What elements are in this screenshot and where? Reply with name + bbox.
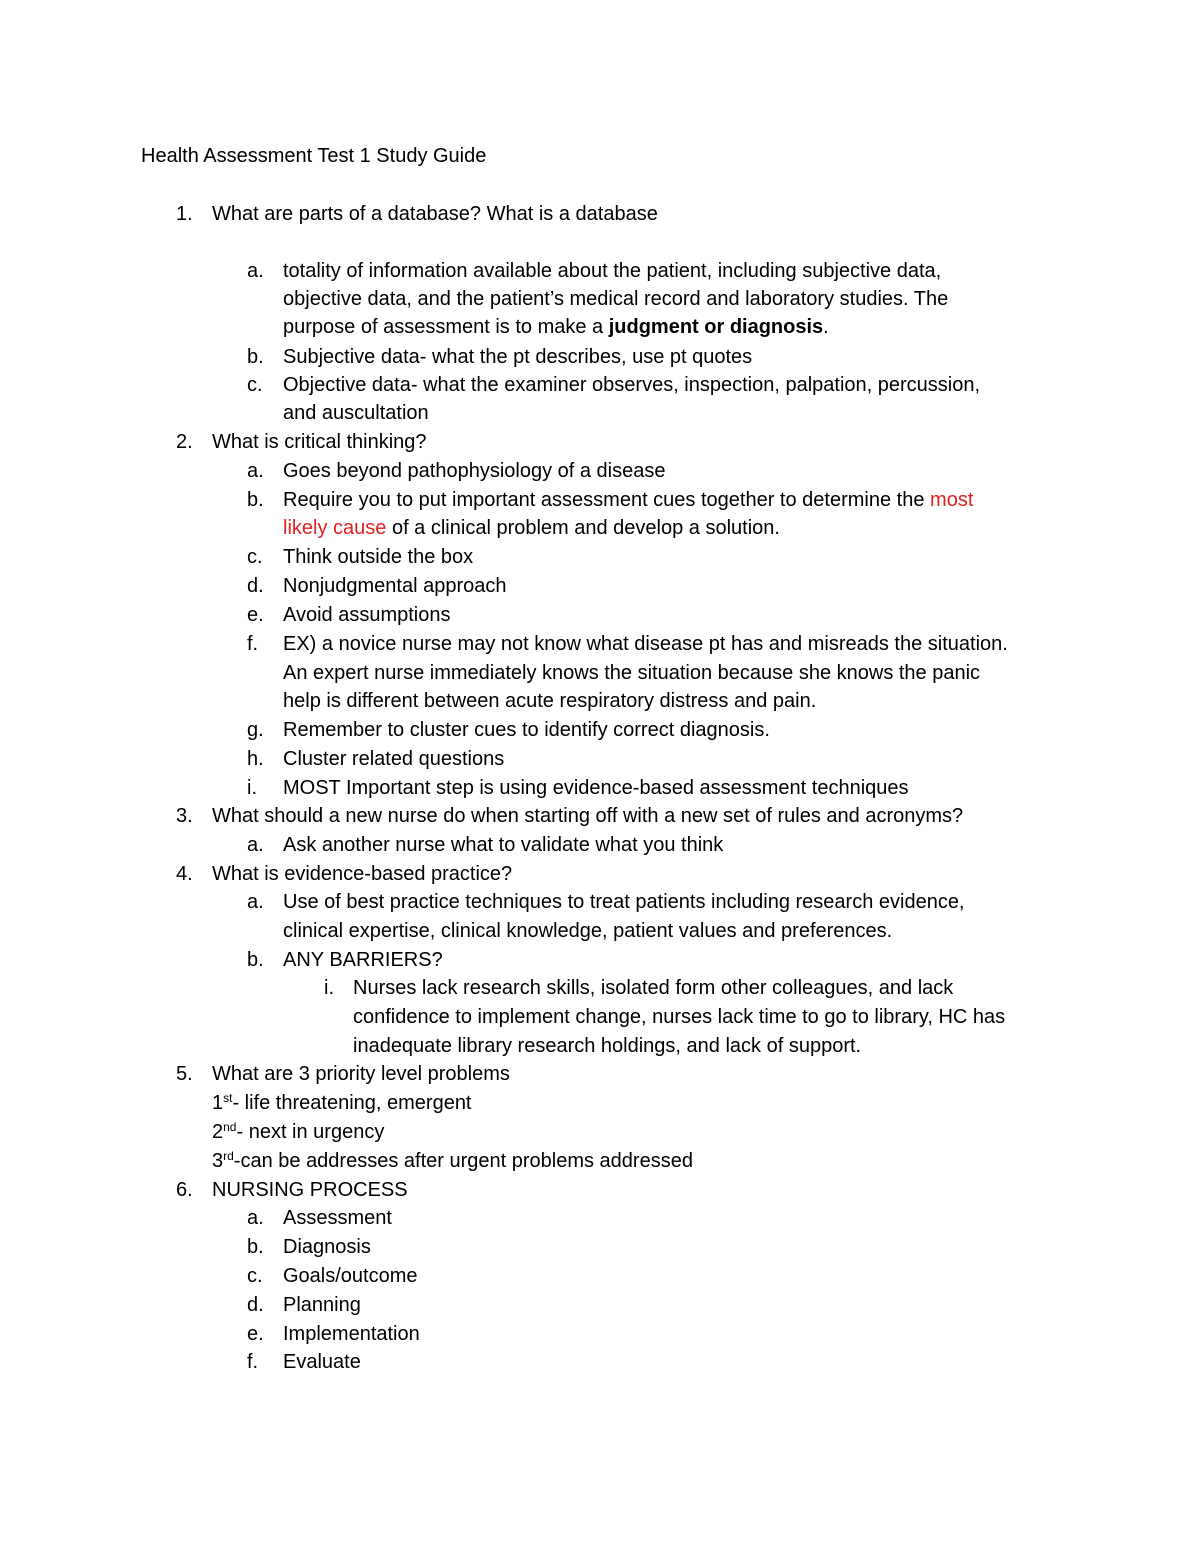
q2f-line2: An expert nurse immediately knows the situation because she knows the panic xyxy=(283,662,981,684)
q1a-line3-text: purpose of assessment is to make a xyxy=(283,316,609,338)
q4bi-line3: inadequate library research holdings, and lack of support. xyxy=(353,1035,862,1057)
q6e-text: Implementation xyxy=(283,1323,420,1345)
q4a-line2: clinical expertise, clinical knowledge, patient values and preferences. xyxy=(283,920,893,942)
q2g-marker: g. xyxy=(247,719,264,741)
q1a-line3 xyxy=(283,313,829,341)
q5-priority-2 xyxy=(212,1118,384,1146)
q6a-text: Assessment xyxy=(283,1207,392,1229)
q5-number: 5. xyxy=(176,1063,193,1085)
q6d-text: Planning xyxy=(283,1294,361,1316)
q3a-marker: a. xyxy=(247,834,264,856)
q5-question: What are 3 priority level problems xyxy=(212,1063,510,1085)
q2b-line2 xyxy=(283,514,780,542)
q2a-marker: a. xyxy=(247,460,264,482)
q5-p3-number: 3 xyxy=(212,1150,224,1172)
q4bi-marker: i. xyxy=(324,977,334,999)
q4bi-line2: confidence to implement change, nurses lack time to go to library, HC has xyxy=(353,1006,1006,1028)
page-title: Health Assessment Test 1 Study Guide xyxy=(141,145,487,167)
q2-question: What is critical thinking? xyxy=(212,431,427,453)
q4-question: What is evidence-based practice? xyxy=(212,863,513,885)
q5-priority-3 xyxy=(212,1147,693,1175)
q2f-line1: EX) a novice nurse may not know what disease pt has and misreads the situation. xyxy=(283,633,1008,655)
q2g-text: Remember to cluster cues to identify correct diagnosis. xyxy=(283,719,770,741)
q2f-marker: f. xyxy=(247,633,259,655)
q4bi-line1: Nurses lack research skills, isolated form other colleagues, and lack xyxy=(353,977,954,999)
q5-p3-text: -can be addresses after urgent problems addressed xyxy=(233,1150,693,1172)
q2a-text: Goes beyond pathophysiology of a disease xyxy=(283,460,666,482)
q1b-marker: b. xyxy=(247,346,264,368)
q5-p1-text: - life threatening, emergent xyxy=(232,1092,472,1114)
q6f-marker: f. xyxy=(247,1351,259,1373)
q1b-text: Subjective data- what the pt describes, use pt quotes xyxy=(283,346,753,368)
q6-question: NURSING PROCESS xyxy=(212,1179,408,1201)
q3-question: What should a new nurse do when starting off with a new set of rules and acronyms? xyxy=(212,805,964,827)
q2b-marker: b. xyxy=(247,489,264,511)
q1c-line1: Objective data- what the examiner observes, inspection, palpation, percussion, xyxy=(283,374,981,396)
q6d-marker: d. xyxy=(247,1294,264,1316)
q2b-highlight-1: most xyxy=(930,489,974,511)
q4-number: 4. xyxy=(176,863,193,885)
q5-p1-number: 1 xyxy=(212,1092,224,1114)
q6a-marker: a. xyxy=(247,1207,264,1229)
q6c-marker: c. xyxy=(247,1265,263,1287)
q1a-line3-end: . xyxy=(823,316,829,338)
q6e-marker: e. xyxy=(247,1323,264,1345)
q2b-highlight-2: likely cause xyxy=(283,517,387,539)
q5-p2-number: 2 xyxy=(212,1121,224,1143)
q1a-marker: a. xyxy=(247,260,264,282)
q1c-line2: and auscultation xyxy=(283,402,429,424)
q4a-line1: Use of best practice techniques to treat patients including research evidence, xyxy=(283,891,965,913)
q3-number: 3. xyxy=(176,805,193,827)
q2b-line1-text: Require you to put important assessment cues together to determine the xyxy=(283,489,931,511)
q2d-text: Nonjudgmental approach xyxy=(283,575,507,597)
q1-question: What are parts of a database? What is a database xyxy=(212,203,658,225)
q1a-line1: totality of information available about the patient, including subjective data, xyxy=(283,260,942,282)
q2b-line1 xyxy=(283,486,973,514)
q6b-text: Diagnosis xyxy=(283,1236,371,1258)
q4a-marker: a. xyxy=(247,891,264,913)
q5-p2-suffix: nd xyxy=(223,1120,237,1134)
q6c-text: Goals/outcome xyxy=(283,1265,418,1287)
q3a-text: Ask another nurse what to validate what you think xyxy=(283,834,724,856)
q2e-text: Avoid assumptions xyxy=(283,604,451,626)
q6b-marker: b. xyxy=(247,1236,264,1258)
q2c-text: Think outside the box xyxy=(283,546,474,568)
q2b-line2-text: of a clinical problem and develop a solution. xyxy=(386,517,780,539)
q5-priority-1 xyxy=(212,1089,472,1117)
q2f-line3: help is different between acute respiratory distress and pain. xyxy=(283,690,817,712)
q1-number: 1. xyxy=(176,203,193,225)
q4b-text: ANY BARRIERS? xyxy=(283,949,443,971)
q6-number: 6. xyxy=(176,1179,193,1201)
q2e-marker: e. xyxy=(247,604,264,626)
q2i-marker: i. xyxy=(247,777,257,799)
q2h-text: Cluster related questions xyxy=(283,748,505,770)
q5-p2-text: - next in urgency xyxy=(236,1121,385,1143)
q4b-marker: b. xyxy=(247,949,264,971)
q1a-bold-phrase: judgment or diagnosis xyxy=(608,316,824,338)
q2c-marker: c. xyxy=(247,546,263,568)
q2-number: 2. xyxy=(176,431,193,453)
q5-p3-suffix: rd xyxy=(223,1149,234,1163)
q2d-marker: d. xyxy=(247,575,264,597)
q2i-text: MOST Important step is using evidence-based assessment techniques xyxy=(283,777,909,799)
q2h-marker: h. xyxy=(247,748,264,770)
q6f-text: Evaluate xyxy=(283,1351,361,1373)
q1c-marker: c. xyxy=(247,374,263,396)
q5-p1-suffix: st xyxy=(223,1091,233,1105)
q1a-line2: objective data, and the patient’s medical record and laboratory studies. The xyxy=(283,288,949,310)
